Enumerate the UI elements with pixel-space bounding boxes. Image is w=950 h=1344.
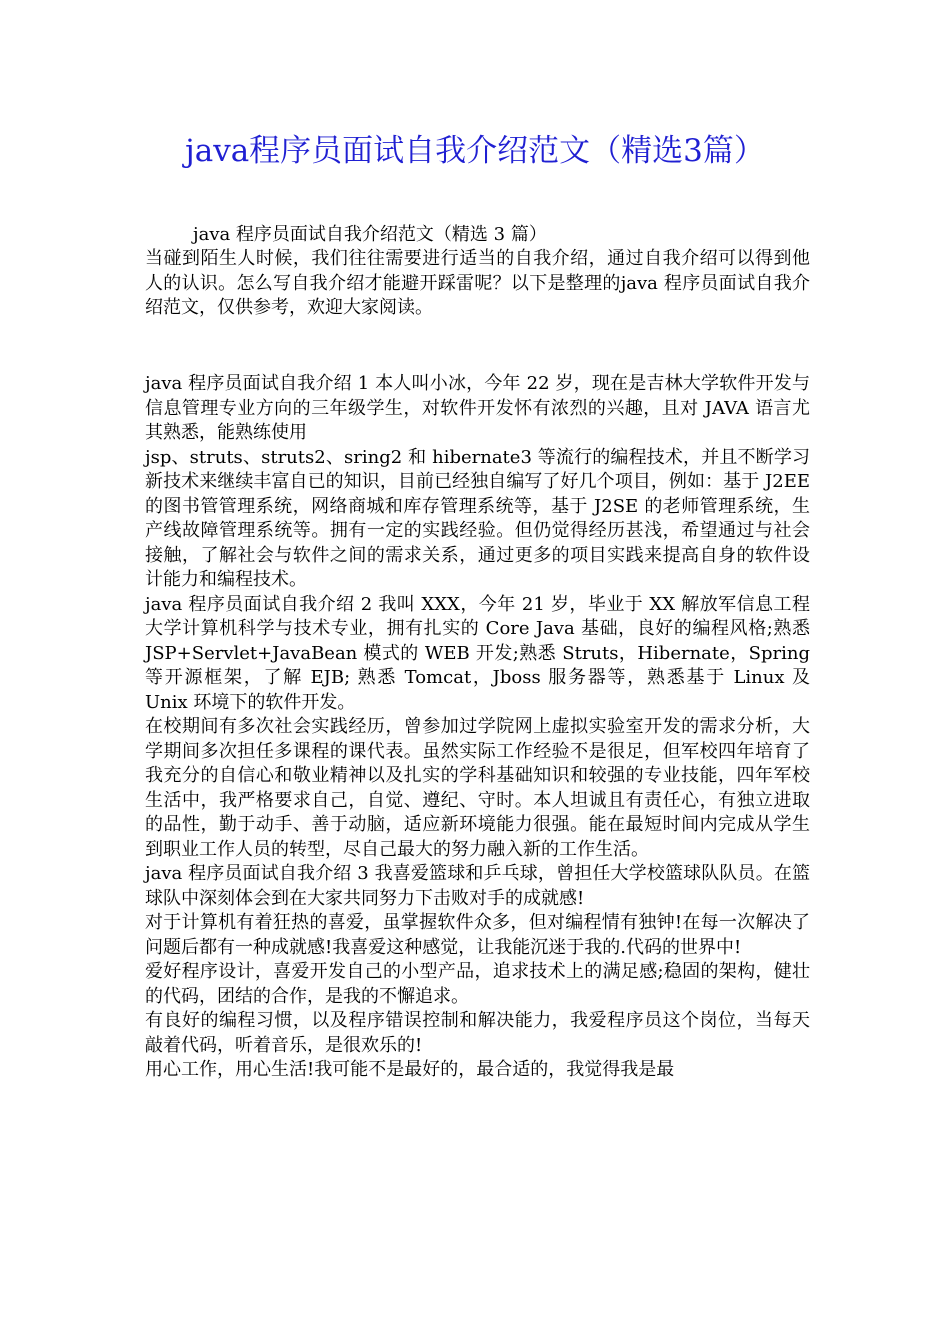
article-body bbox=[145, 372, 810, 1083]
document-title: java程序员面试自我介绍范文（精选3篇） bbox=[185, 133, 765, 169]
paragraph-8: 有良好的编程习惯，以及程序错误控制和解决能力，我爱程序员这个岗位，当每天敲着代码，听着音乐，是很欢乐的! bbox=[145, 1010, 810, 1056]
intro-paragraph: 当碰到陌生人时候，我们往往需要进行适当的自我介绍，通过自我介绍可以得到他人的认识。怎么写自我介绍才能避开踩雷呢？以下是整理的java 程序员面试自我介绍范文，仅供参考，欢迎大家阅读。 bbox=[145, 248, 810, 318]
paragraph-7: 爱好程序设计，喜爱开发自己的小型产品，追求技术上的满足感;稳固的架构，健壮的代码，团结的合作，是我的不懈追求。 bbox=[145, 961, 810, 1007]
document-subtitle: java 程序员面试自我介绍范文（精选 3 篇） bbox=[193, 224, 547, 245]
paragraph-6: 对于计算机有着狂热的喜爱，虽掌握软件众多，但对编程情有独钟!在每一次解决了问题后都有一种成就感!我喜爱这种感觉，让我能沉迷于我的.代码的世界中! bbox=[145, 912, 810, 958]
paragraph-1: java 程序员面试自我介绍 1 本人叫小冰，今年 22 岁，现在是吉林大学软件开发与信息管理专业方向的三年级学生，对软件开发怀有浓烈的兴趣，且对 JAVA 语言尤其熟悉，能熟练使用 bbox=[145, 373, 810, 443]
paragraph-2: jsp、struts、struts2、sring2 和 hibernate3 等流行的编程技术，并且不断学习新技术来继续丰富自已的知识，目前已经独自编写了好几个项目，例如：基于 J2EE 的图书管管理系统，网络商城和库存管理系统等，基于 J2SE 的老师管理系统，生产线故障管理系统等。拥有一定的实践经验。但仍觉得经历甚浅，希望通过与社会接触，了解社会与软件之间的需求关系，通过更多的项目实践来提高自身的软件设计能力和编程技术。 bbox=[145, 446, 810, 590]
paragraph-9: 用心工作，用心生活!我可能不是最好的，最合适的，我觉得我是最 bbox=[145, 1059, 675, 1080]
paragraph-5: java 程序员面试自我介绍 3 我喜爱篮球和乒乓球，曾担任大学校篮球队队员。在篮球队中深刻体会到在大家共同努力下击败对手的成就感! bbox=[145, 863, 810, 909]
paragraph-3: java 程序员面试自我介绍 2 我叫 XXX，今年 21 岁，毕业于 XX 解放军信息工程大学计算机科学与技术专业，拥有扎实的 Core Java 基础，良好的编程风格;熟悉 JSP+Servlet+JavaBean 模式的 WEB 开发;熟悉 Struts，Hibernate，Spring 等开源框架，了解 EJB; 熟悉 Tomcat，Jboss 服务器等，熟悉基于 Linux 及 Unix 环境下的软件开发。 bbox=[145, 593, 810, 713]
paragraph-4: 在校期间有多次社会实践经历，曾参加过学院网上虚拟实验室开发的需求分析，大学期间多次担任多课程的课代表。虽然实际工作经验不是很足，但军校四年培育了我充分的自信心和敬业精神以及扎实的学科基础知识和较强的专业技能，四年军校生活中，我严格要求自己，自觉、遵纪、守时。本人坦诚且有责任心，有独立进取的品性，勤于动手、善于动脑，适应新环境能力很强。能在最短时间内完成从学生到职业工作人员的转型，尽自己最大的努力融入新的工作生活。 bbox=[145, 716, 810, 860]
